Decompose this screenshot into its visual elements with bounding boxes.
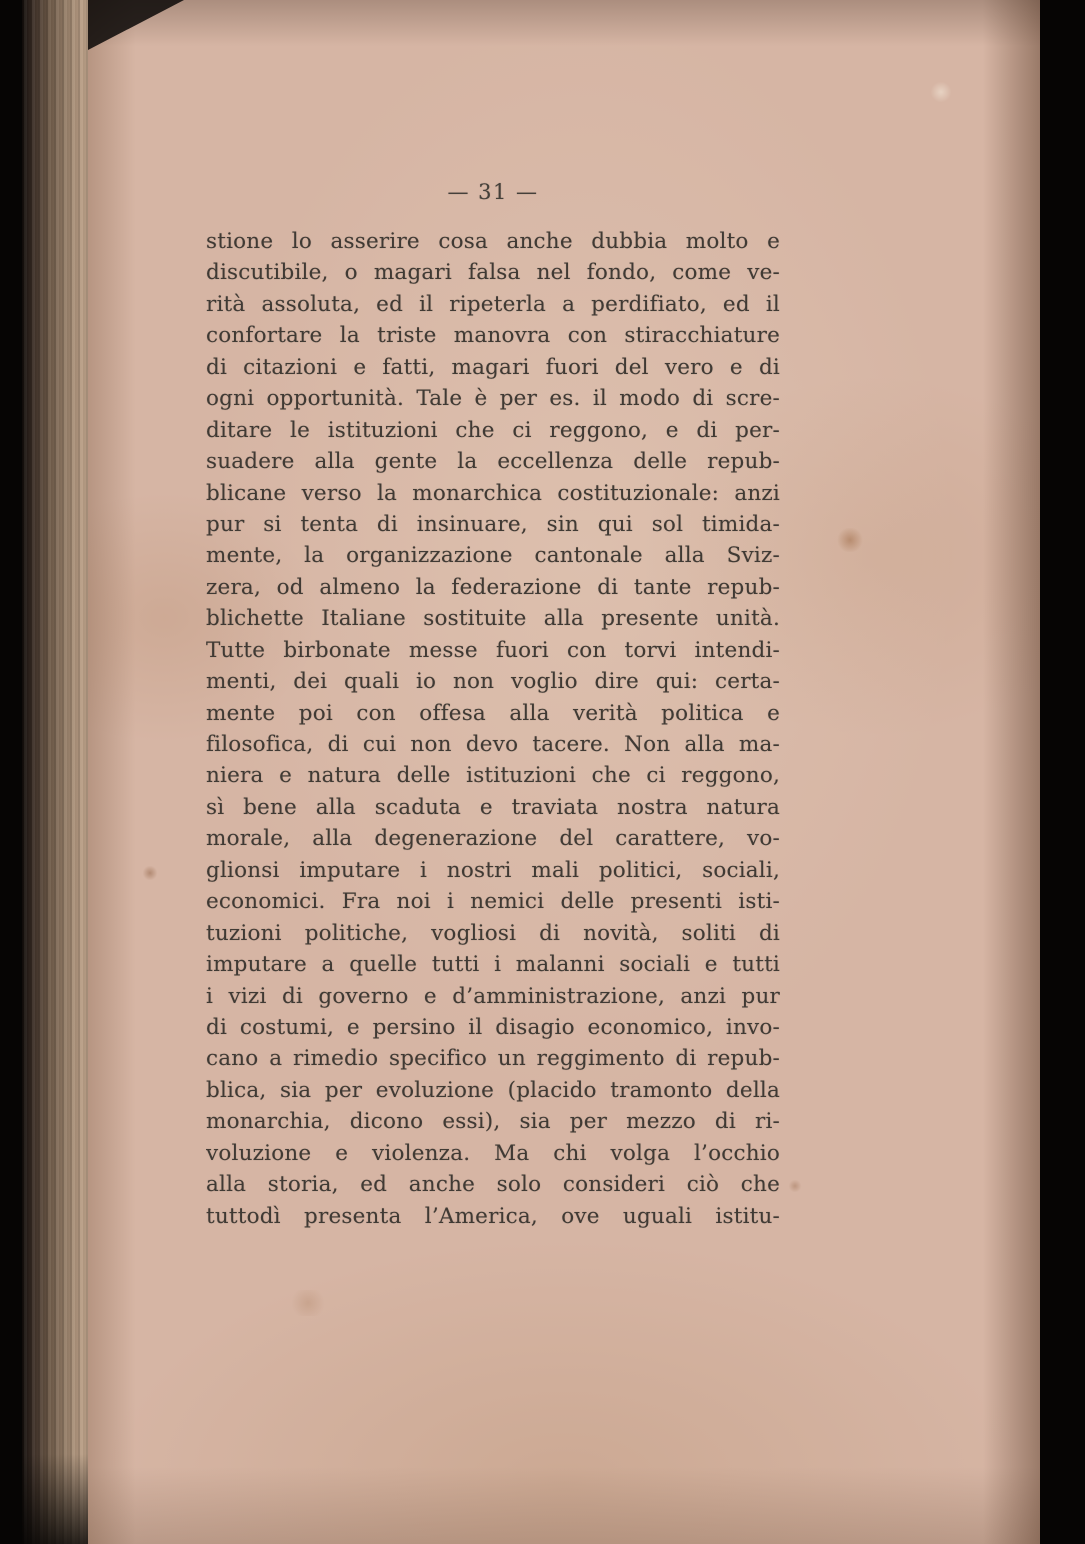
text-line: ditare le istituzioni che ci reggono, e di per- <box>206 417 780 443</box>
foxing-stain <box>788 1180 802 1192</box>
foxing-stain <box>288 1290 328 1316</box>
text-line: glionsi imputare i nostri mali politici, sociali, <box>206 857 780 883</box>
book-page <box>88 0 1040 1544</box>
text-line: tuttodì presenta l’America, ove uguali istitu- <box>206 1203 780 1229</box>
text-line: suadere alla gente la eccellenza delle repub- <box>206 449 780 475</box>
text-line: blica, sia per evoluzione (placido tramonto della <box>206 1077 780 1103</box>
book-spine-edge <box>22 0 90 1544</box>
text-line: cano a rimedio specifico un reggimento di repub- <box>206 1046 780 1072</box>
page-content <box>206 180 780 1232</box>
text-line: discutibile, o magari falsa nel fondo, come ve- <box>206 260 780 286</box>
text-line: niera e natura delle istituzioni che ci reggono, <box>206 763 780 789</box>
text-line: Tutte birbonate messe fuori con torvi intendi- <box>206 637 780 663</box>
foxing-stain <box>836 528 864 552</box>
text-line: sì bene alla scaduta e traviata nostra natura <box>206 794 780 820</box>
text-line: confortare la triste manovra con stiracchiature <box>206 323 780 349</box>
text-line: blichette Italiane sostituite alla presente unità. <box>206 606 780 632</box>
text-line: voluzione e violenza. Ma chi volga l’occhio <box>206 1140 780 1166</box>
foxing-stain <box>142 866 158 880</box>
text-line: mente, la organizzazione cantonale alla Sviz- <box>206 543 780 569</box>
text-line: mente poi con offesa alla verità politica e <box>206 700 780 726</box>
text-line: economici. Fra noi i nemici delle presenti isti- <box>206 889 780 915</box>
text-line: morale, alla degenerazione del carattere, vo- <box>206 826 780 852</box>
text-line: blicane verso la monarchica costituzionale: anzi <box>206 480 780 506</box>
text-line: imputare a quelle tutti i malanni sociali e tutti <box>206 952 780 978</box>
text-line: alla storia, ed anche solo consideri ciò che <box>206 1172 780 1198</box>
page-number: — 31 — <box>447 180 539 204</box>
text-line: menti, dei quali io non voglio dire qui: certa- <box>206 669 780 695</box>
text-line: tuzioni politiche, vogliosi di novità, soliti di <box>206 920 780 946</box>
text-line: pur si tenta di insinuare, sin qui sol timida- <box>206 511 780 537</box>
text-line: i vizi di governo e d’amministrazione, anzi pur <box>206 983 780 1009</box>
text-line: monarchia, dicono essi), sia per mezzo di ri- <box>206 1109 780 1135</box>
page-text <box>206 226 780 1232</box>
text-line: filosofica, di cui non devo tacere. Non alla ma- <box>206 732 780 757</box>
text-line: stione lo asserire cosa anche dubbia molto e <box>206 229 780 254</box>
text-line: ogni opportunità. Tale è per es. il modo di scre- <box>206 386 780 412</box>
text-line: zera, od almeno la federazione di tante repub- <box>206 574 780 600</box>
paper-light-spot <box>930 82 952 102</box>
text-line: rità assoluta, ed il ripeterla a perdifiato, ed il <box>206 291 780 317</box>
text-line: di citazioni e fatti, magari fuori del vero e di <box>206 354 780 380</box>
text-line: di costumi, e persino il disagio economico, invo- <box>206 1014 780 1040</box>
